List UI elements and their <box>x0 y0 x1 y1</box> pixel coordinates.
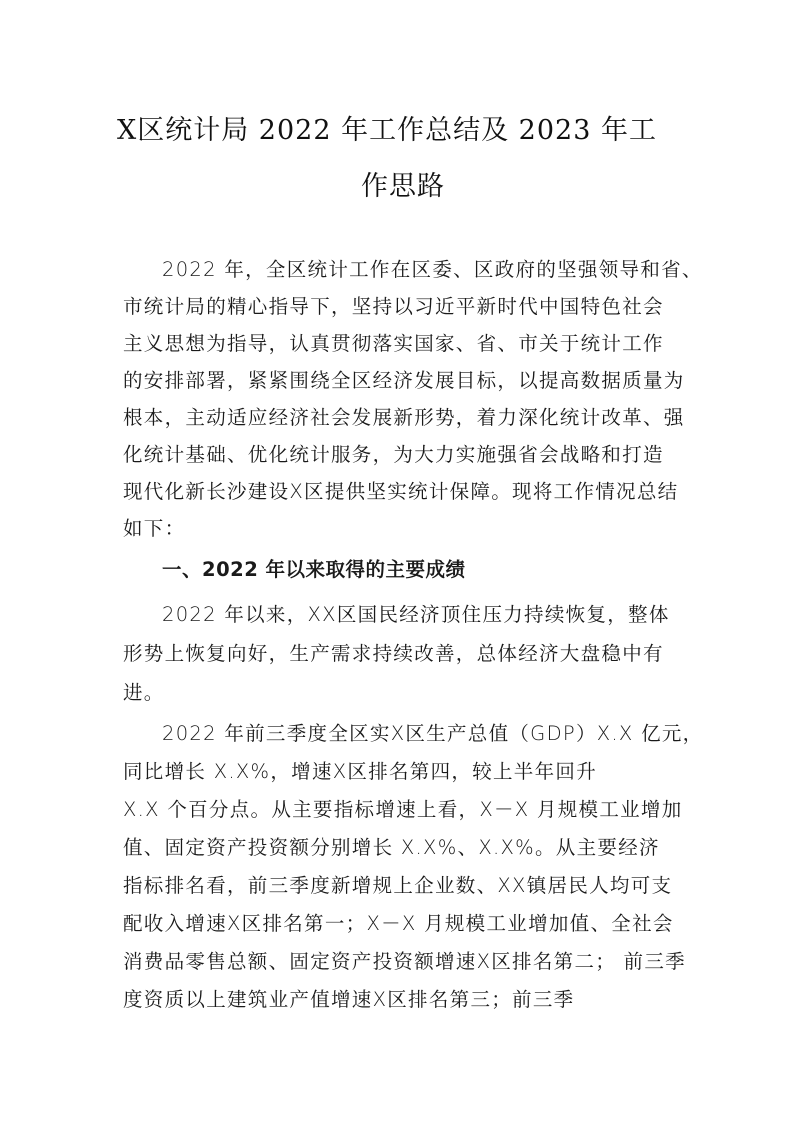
intro-line-5: 根本，主动适应经济社会发展新形势，着力深化统计改革、强 <box>123 406 685 429</box>
document-title-line-2: 作思路 <box>361 171 445 202</box>
intro-line-6: 化统计基础、优化统计服务，为大力实施强省会战略和打造 <box>123 443 664 466</box>
intro-line-1: 2022 年，全区统计工作在区委、区政府的坚强领导和省、 <box>162 258 703 281</box>
section-heading-1: 一、2022 年以来取得的主要成绩 <box>162 558 466 581</box>
intro-line-2: 市统计局的精心指导下，坚持以习近平新时代中国特色社会 <box>123 295 664 318</box>
document-title-line-1: X区统计局 2022 年工作总结及 2023 年工 <box>117 115 657 146</box>
intro-line-7: 现代化新长沙建设X区提供坚实统计保障。现将工作情况总结 <box>123 480 679 503</box>
para3-line-3: X.X 个百分点。从主要指标增速上看，X－X 月规模工业增加 <box>123 798 683 821</box>
para2-line-3: 进。 <box>123 681 165 704</box>
intro-line-4: 的安排部署，紧紧围绕全区经济发展目标，以提高数据质量为 <box>123 369 685 392</box>
para3-line-1: 2022 年前三季度全区实X区生产总值（GDP）X.X 亿元， <box>162 722 704 745</box>
para3-line-7: 消费品零售总额、固定资产投资额增速X区排名第二； 前三季 <box>123 950 686 973</box>
para3-line-4: 值、固定资产投资额分别增长 X.X%、X.X%。从主要经济 <box>123 836 660 859</box>
para2-line-2: 形势上恢复向好，生产需求持续改善，总体经济大盘稳中有 <box>123 642 664 665</box>
para3-line-8: 度资质以上建筑业产值增速X区排名第三；前三季 <box>123 988 575 1011</box>
para2-line-1: 2022 年以来，XX区国民经济顶住压力持续恢复，整体 <box>162 603 670 626</box>
para3-line-6: 配收入增速X区排名第一；X－X 月规模工业增加值、全社会 <box>123 912 674 935</box>
intro-line-3: 主义思想为指导，认真贯彻落实国家、省、市关于统计工作 <box>123 332 664 355</box>
intro-line-8: 如下： <box>123 517 186 540</box>
para3-line-5: 指标排名看，前三季度新增规上企业数、XX镇居民人均可支 <box>123 874 673 897</box>
para3-line-2: 同比增长 X.X%，增速X区排名第四，较上半年回升 <box>123 760 598 783</box>
